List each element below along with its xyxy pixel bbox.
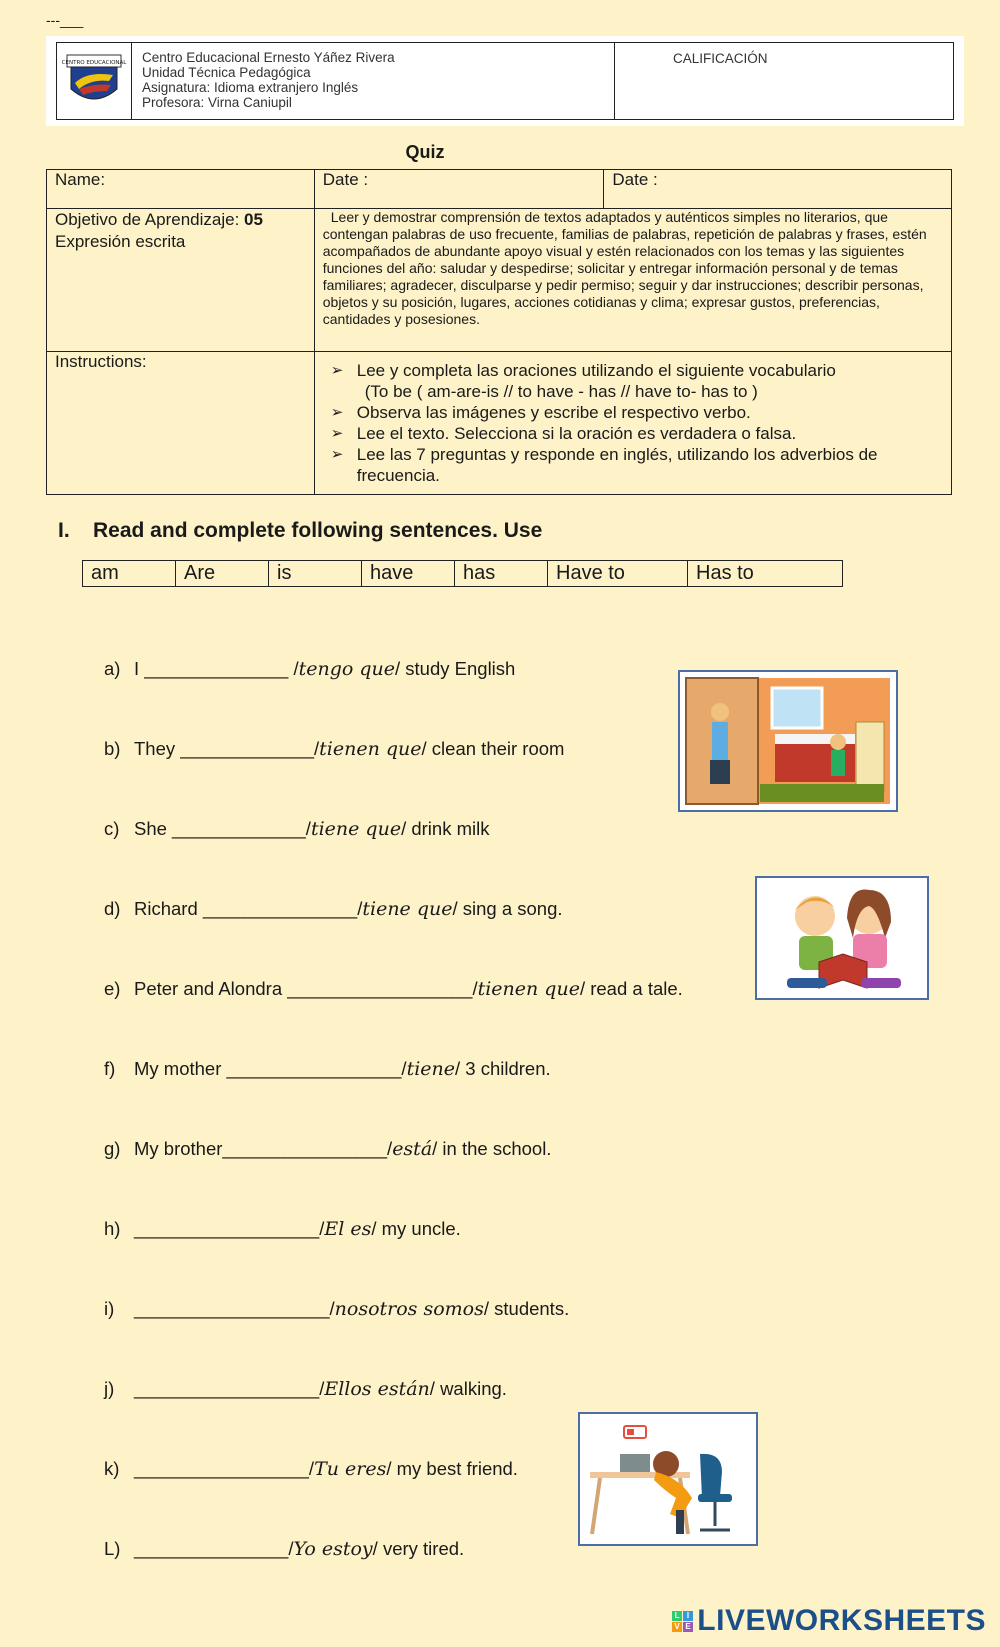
sentence-label: a) — [104, 658, 121, 679]
instruction-item: ➢ Lee las 7 preguntas y responde en inglés, utilizando los adverbios de frecuencia. — [327, 444, 943, 486]
sentence-end: / read a tale. — [579, 978, 683, 999]
instruction-vocab: (To be ( am-are-is // to have - has // have to- has to ) — [364, 382, 758, 401]
vocab-table — [82, 560, 843, 587]
spanish-hint: tiene — [406, 1058, 456, 1080]
objective-cell — [47, 209, 315, 352]
sentence-blank[interactable]: My brother________________/ — [134, 1138, 393, 1159]
objective-label: Objetivo de Aprendizaje: — [55, 210, 240, 229]
sentence-blank[interactable]: My mother _________________/ — [134, 1058, 407, 1079]
section-title — [58, 519, 542, 543]
vocab-word: is — [269, 561, 362, 587]
school-crest-icon — [61, 53, 127, 109]
sentence-item[interactable] — [104, 658, 515, 680]
sentence-item[interactable] — [104, 978, 683, 1000]
name-field[interactable] — [47, 170, 315, 209]
sentence-blank[interactable]: _______________/ — [134, 1538, 294, 1559]
sentence-item[interactable] — [104, 1378, 507, 1400]
date-field-2[interactable] — [604, 170, 952, 209]
sentence-end: / walking. — [429, 1378, 507, 1399]
sentence-end: / 3 children. — [455, 1058, 551, 1079]
brand-cube-letter: L — [672, 1611, 682, 1621]
brand-cube-letter: E — [683, 1622, 693, 1632]
sentence-end: / very tired. — [372, 1538, 465, 1559]
sentence-blank[interactable]: __________________/ — [134, 1218, 325, 1239]
objective-sub: Expresión escrita — [55, 232, 186, 251]
sentence-label: b) — [104, 738, 121, 759]
vocab-word: has — [455, 561, 548, 587]
spanish-hint: tienen que — [477, 978, 580, 1000]
spanish-hint: Tu eres — [314, 1458, 387, 1480]
spanish-hint: Yo estoy — [293, 1538, 373, 1560]
spanish-hint: tengo que — [298, 658, 396, 680]
spanish-hint: Ellos están — [324, 1378, 430, 1400]
sentence-label: L) — [104, 1538, 121, 1559]
sentence-item[interactable] — [104, 738, 564, 760]
sentence-end: / my uncle. — [371, 1218, 461, 1239]
sentence-label: k) — [104, 1458, 120, 1479]
school-header — [46, 36, 964, 126]
date-label: Date : — [322, 170, 369, 189]
sentence-label: h) — [104, 1218, 121, 1239]
sentence-label: f) — [104, 1058, 116, 1079]
brand-cube-letter: V — [672, 1622, 682, 1632]
liveworksheets-brand — [672, 1604, 986, 1638]
sentence-blank[interactable]: I ______________ / — [134, 658, 299, 679]
school-line: Centro Educacional Ernesto Yáñez Rivera — [142, 50, 395, 65]
section-number: I. — [58, 519, 70, 542]
grade-box[interactable] — [615, 43, 953, 119]
sentence-label: c) — [104, 818, 120, 839]
spanish-hint: nosotros somos — [334, 1298, 484, 1320]
sentence-label: d) — [104, 898, 121, 919]
objective-number: 05 — [244, 210, 263, 229]
sentence-label: e) — [104, 978, 121, 999]
kids-reading-image — [755, 876, 929, 1000]
sentence-item[interactable] — [104, 818, 489, 840]
grade-label: CALIFICACIÓN — [673, 51, 768, 66]
sentence-blank[interactable]: _________________/ — [134, 1458, 315, 1479]
cleaning-room-image — [678, 670, 898, 812]
spanish-hint: tiene que — [310, 818, 402, 840]
spanish-hint: está — [392, 1138, 433, 1160]
tired-person-image — [578, 1412, 758, 1546]
vocab-word: Has to — [688, 561, 843, 587]
info-table — [46, 169, 952, 495]
sentence-end: / students. — [483, 1298, 570, 1319]
quiz-title: Quiz — [405, 142, 445, 162]
sentence-item[interactable] — [104, 1298, 569, 1320]
sentence-blank[interactable]: __________________/ — [134, 1378, 325, 1399]
school-info — [132, 43, 615, 119]
school-line: Profesora: Virna Caniupil — [142, 95, 292, 110]
sentence-end: / study English — [395, 658, 516, 679]
school-logo — [57, 43, 132, 119]
sentence-item[interactable] — [104, 1218, 461, 1240]
sentence-label: g) — [104, 1138, 121, 1159]
sentence-end: / in the school. — [432, 1138, 552, 1159]
vocab-word: have — [362, 561, 455, 587]
instructions-list — [323, 352, 943, 486]
brand-cube-letter: I — [683, 1611, 693, 1621]
top-mark: ---___ — [46, 12, 84, 28]
instruction-text: Lee y completa las oraciones utilizando el siguiente vocabulario — [356, 361, 836, 380]
instruction-item: ➢ Lee el texto. Selecciona si la oración es verdadera o falsa. — [327, 423, 943, 444]
date-label: Date : — [612, 170, 658, 189]
sentence-blank[interactable]: She _____________/ — [134, 818, 311, 839]
instruction-item: ➢ Observa las imágenes y escribe el respectivo verbo. — [327, 402, 943, 423]
school-line: Unidad Técnica Pedagógica — [142, 65, 311, 80]
sentence-blank[interactable]: Richard _______________/ — [134, 898, 363, 919]
date-field-1[interactable] — [314, 170, 604, 209]
sentence-item[interactable] — [104, 1538, 464, 1560]
sentence-item[interactable] — [104, 1058, 551, 1080]
objective-text: Leer y demostrar comprensión de textos adaptados y auténticos simples no literarios, que contengan palabras de uso frecuente, familias de palabras, repetición de palabras y frases, estén acompañados de abundante apoyo visual y estén relacionados con los temas y las siguientes funciones del año: saludar y despedirse; solicitar y entregar información personal y de temas familiares; agradecer, disculparse y pedir permiso; seguir y dar instrucciones; describir personas, objetos y su posición, lugares, acciones cotidianas y clima; expresar gustos, preferencias, cantidades y posesiones. — [314, 209, 951, 352]
brand-text: LIVEWORKSHEETS — [697, 1604, 986, 1637]
vocab-word: Are — [176, 561, 269, 587]
section-heading: Read and complete following sentences. Use — [93, 519, 543, 542]
spanish-hint: El es — [324, 1218, 372, 1240]
sentence-label: j) — [104, 1378, 115, 1399]
sentence-blank[interactable]: Peter and Alondra __________________/ — [134, 978, 478, 999]
vocab-word: Have to — [548, 561, 688, 587]
sentence-item[interactable] — [104, 898, 563, 920]
spanish-hint: tiene que — [362, 898, 453, 920]
instructions-label: Instructions: — [47, 352, 315, 495]
sentence-blank[interactable]: ___________________/ — [134, 1298, 335, 1319]
sentence-end: / clean their room — [421, 738, 565, 759]
sentence-blank[interactable]: They _____________/ — [134, 738, 320, 759]
spanish-hint: tienen que — [319, 738, 422, 760]
sentence-item[interactable] — [104, 1458, 518, 1480]
sentence-end: / sing a song. — [452, 898, 563, 919]
instructions-cell — [314, 352, 951, 495]
svg-text:CENTRO EDUCACIONAL: CENTRO EDUCACIONAL — [61, 60, 127, 66]
instruction-item — [327, 360, 943, 402]
vocab-word: am — [83, 561, 176, 587]
brand-logo-icon — [672, 1611, 693, 1632]
school-line: Asignatura: Idioma extranjero Inglés — [142, 80, 359, 95]
sentence-end: / drink milk — [401, 818, 490, 839]
sentence-label: i) — [104, 1298, 115, 1319]
sentence-item[interactable] — [104, 1138, 551, 1160]
sentence-end: / my best friend. — [386, 1458, 518, 1479]
name-label: Name: — [55, 170, 106, 189]
